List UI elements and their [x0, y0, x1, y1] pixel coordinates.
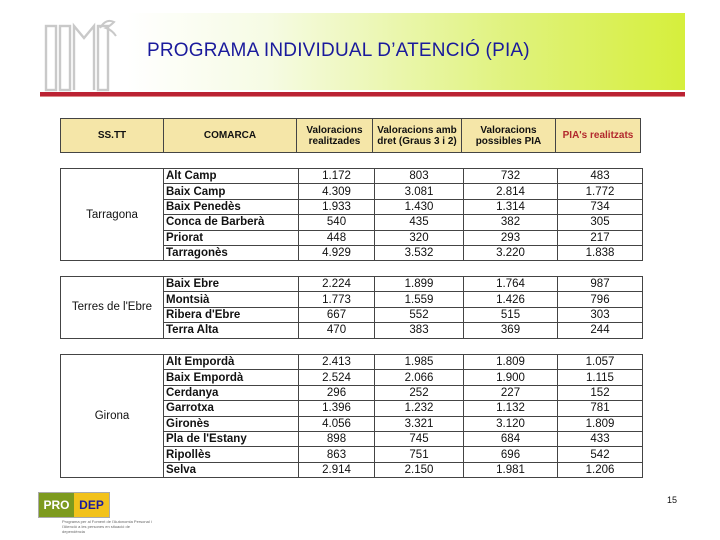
cell-amb-dret: 745: [375, 431, 464, 446]
cell-pia: 433: [558, 431, 643, 446]
region-name: Terres de l'Ebre: [61, 277, 164, 339]
cell-possibles: 3.220: [464, 245, 558, 260]
cell-possibles: 1.764: [464, 277, 558, 292]
comarca-name: Montsià: [164, 292, 299, 307]
cell-pia: 1.772: [558, 184, 643, 199]
cell-possibles: 1.809: [464, 355, 558, 370]
cell-amb-dret: 1.232: [375, 401, 464, 416]
cell-pia: 305: [558, 215, 643, 230]
cell-realitzades: 2.224: [299, 277, 375, 292]
cell-amb-dret: 320: [375, 230, 464, 245]
cell-possibles: 1.900: [464, 370, 558, 385]
cell-possibles: 1.426: [464, 292, 558, 307]
cell-amb-dret: 252: [375, 385, 464, 400]
region-table-girona: [60, 354, 643, 478]
cell-pia: 1.115: [558, 370, 643, 385]
cell-pia: 781: [558, 401, 643, 416]
col-val-amb-dret: Valoracions amb dret (Graus 3 i 2): [373, 119, 462, 153]
cell-realitzades: 540: [299, 215, 375, 230]
col-comarca: COMARCA: [164, 119, 297, 153]
cell-possibles: 2.814: [464, 184, 558, 199]
cell-realitzades: 2.914: [299, 462, 375, 477]
cell-possibles: 227: [464, 385, 558, 400]
cell-amb-dret: 1.559: [375, 292, 464, 307]
cell-pia: 483: [558, 169, 643, 184]
cell-realitzades: 448: [299, 230, 375, 245]
comarca-name: Baix Ebre: [164, 277, 299, 292]
region-name: Girona: [61, 355, 164, 478]
comarca-name: Ripollès: [164, 447, 299, 462]
cell-amb-dret: 435: [375, 215, 464, 230]
col-pia-realitzats: PIA's realitzats: [556, 119, 641, 153]
cell-possibles: 732: [464, 169, 558, 184]
cell-amb-dret: 1.899: [375, 277, 464, 292]
prodep-logo-pro: PRO: [39, 493, 74, 517]
comarca-name: Alt Camp: [164, 169, 299, 184]
cell-pia: 152: [558, 385, 643, 400]
comarca-name: Gironès: [164, 416, 299, 431]
cell-realitzades: 470: [299, 323, 375, 338]
cell-amb-dret: 2.066: [375, 370, 464, 385]
cell-pia: 796: [558, 292, 643, 307]
cell-pia: 1.057: [558, 355, 643, 370]
cell-possibles: 1.132: [464, 401, 558, 416]
cell-possibles: 3.120: [464, 416, 558, 431]
cell-amb-dret: 383: [375, 323, 464, 338]
region-table-tarragona: [60, 168, 643, 261]
comarca-name: Baix Penedès: [164, 199, 299, 214]
comarca-name: Priorat: [164, 230, 299, 245]
cell-amb-dret: 1.985: [375, 355, 464, 370]
comarca-name: Baix Empordà: [164, 370, 299, 385]
col-sstt: SS.TT: [61, 119, 164, 153]
cell-possibles: 382: [464, 215, 558, 230]
cell-realitzades: 863: [299, 447, 375, 462]
cell-pia: 1.838: [558, 245, 643, 260]
cell-amb-dret: 552: [375, 307, 464, 322]
comarca-name: Ribera d'Ebre: [164, 307, 299, 322]
cell-amb-dret: 803: [375, 169, 464, 184]
cell-pia: 1.809: [558, 416, 643, 431]
cell-amb-dret: 2.150: [375, 462, 464, 477]
prodep-logo-dep: DEP: [74, 493, 109, 517]
page-title: PROGRAMA INDIVIDUAL D’ATENCIÓ (PIA): [147, 40, 530, 61]
cell-pia: 303: [558, 307, 643, 322]
comarca-name: Selva: [164, 462, 299, 477]
cell-pia: 542: [558, 447, 643, 462]
prodep-subtext: Programa per al Foment de l'Autonomia Personal i l'Atenció a les persones en situació de dependència: [62, 519, 152, 534]
comarca-name: Garrotxa: [164, 401, 299, 416]
cell-amb-dret: 751: [375, 447, 464, 462]
cell-possibles: 1.981: [464, 462, 558, 477]
cell-realitzades: 2.413: [299, 355, 375, 370]
cell-pia: 734: [558, 199, 643, 214]
cell-possibles: 684: [464, 431, 558, 446]
cell-pia: 244: [558, 323, 643, 338]
cell-realitzades: 4.929: [299, 245, 375, 260]
cell-realitzades: 4.056: [299, 416, 375, 431]
cell-pia: 1.206: [558, 462, 643, 477]
cell-realitzades: 1.396: [299, 401, 375, 416]
cell-possibles: 369: [464, 323, 558, 338]
comarca-name: Baix Camp: [164, 184, 299, 199]
cell-possibles: 293: [464, 230, 558, 245]
comarca-name: Conca de Barberà: [164, 215, 299, 230]
cell-realitzades: 898: [299, 431, 375, 446]
cell-realitzades: 1.933: [299, 199, 375, 214]
cell-pia: 217: [558, 230, 643, 245]
cell-realitzades: 2.524: [299, 370, 375, 385]
cell-amb-dret: 3.081: [375, 184, 464, 199]
comarca-name: Tarragonès: [164, 245, 299, 260]
region-name: Tarragona: [61, 169, 164, 261]
cell-amb-dret: 3.321: [375, 416, 464, 431]
col-val-realitzades: Valoracions realitzades: [297, 119, 373, 153]
col-val-possibles: Valoracions possibles PIA: [462, 119, 556, 153]
cell-possibles: 1.314: [464, 199, 558, 214]
cell-realitzades: 4.309: [299, 184, 375, 199]
prodep-logo: [38, 492, 110, 518]
cell-realitzades: 1.773: [299, 292, 375, 307]
comarca-name: Terra Alta: [164, 323, 299, 338]
region-table-terres-ebre: [60, 276, 643, 339]
cell-pia: 987: [558, 277, 643, 292]
cell-possibles: 515: [464, 307, 558, 322]
cell-possibles: 696: [464, 447, 558, 462]
cell-amb-dret: 3.532: [375, 245, 464, 260]
comarca-name: Pla de l'Estany: [164, 431, 299, 446]
table-header: [60, 118, 641, 153]
page-number: 15: [666, 495, 677, 505]
cell-realitzades: 667: [299, 307, 375, 322]
cell-amb-dret: 1.430: [375, 199, 464, 214]
cell-realitzades: 296: [299, 385, 375, 400]
generalitat-logo-icon: [40, 16, 128, 94]
comarca-name: Alt Empordà: [164, 355, 299, 370]
header-divider-thin: [40, 96, 685, 97]
cell-realitzades: 1.172: [299, 169, 375, 184]
comarca-name: Cerdanya: [164, 385, 299, 400]
